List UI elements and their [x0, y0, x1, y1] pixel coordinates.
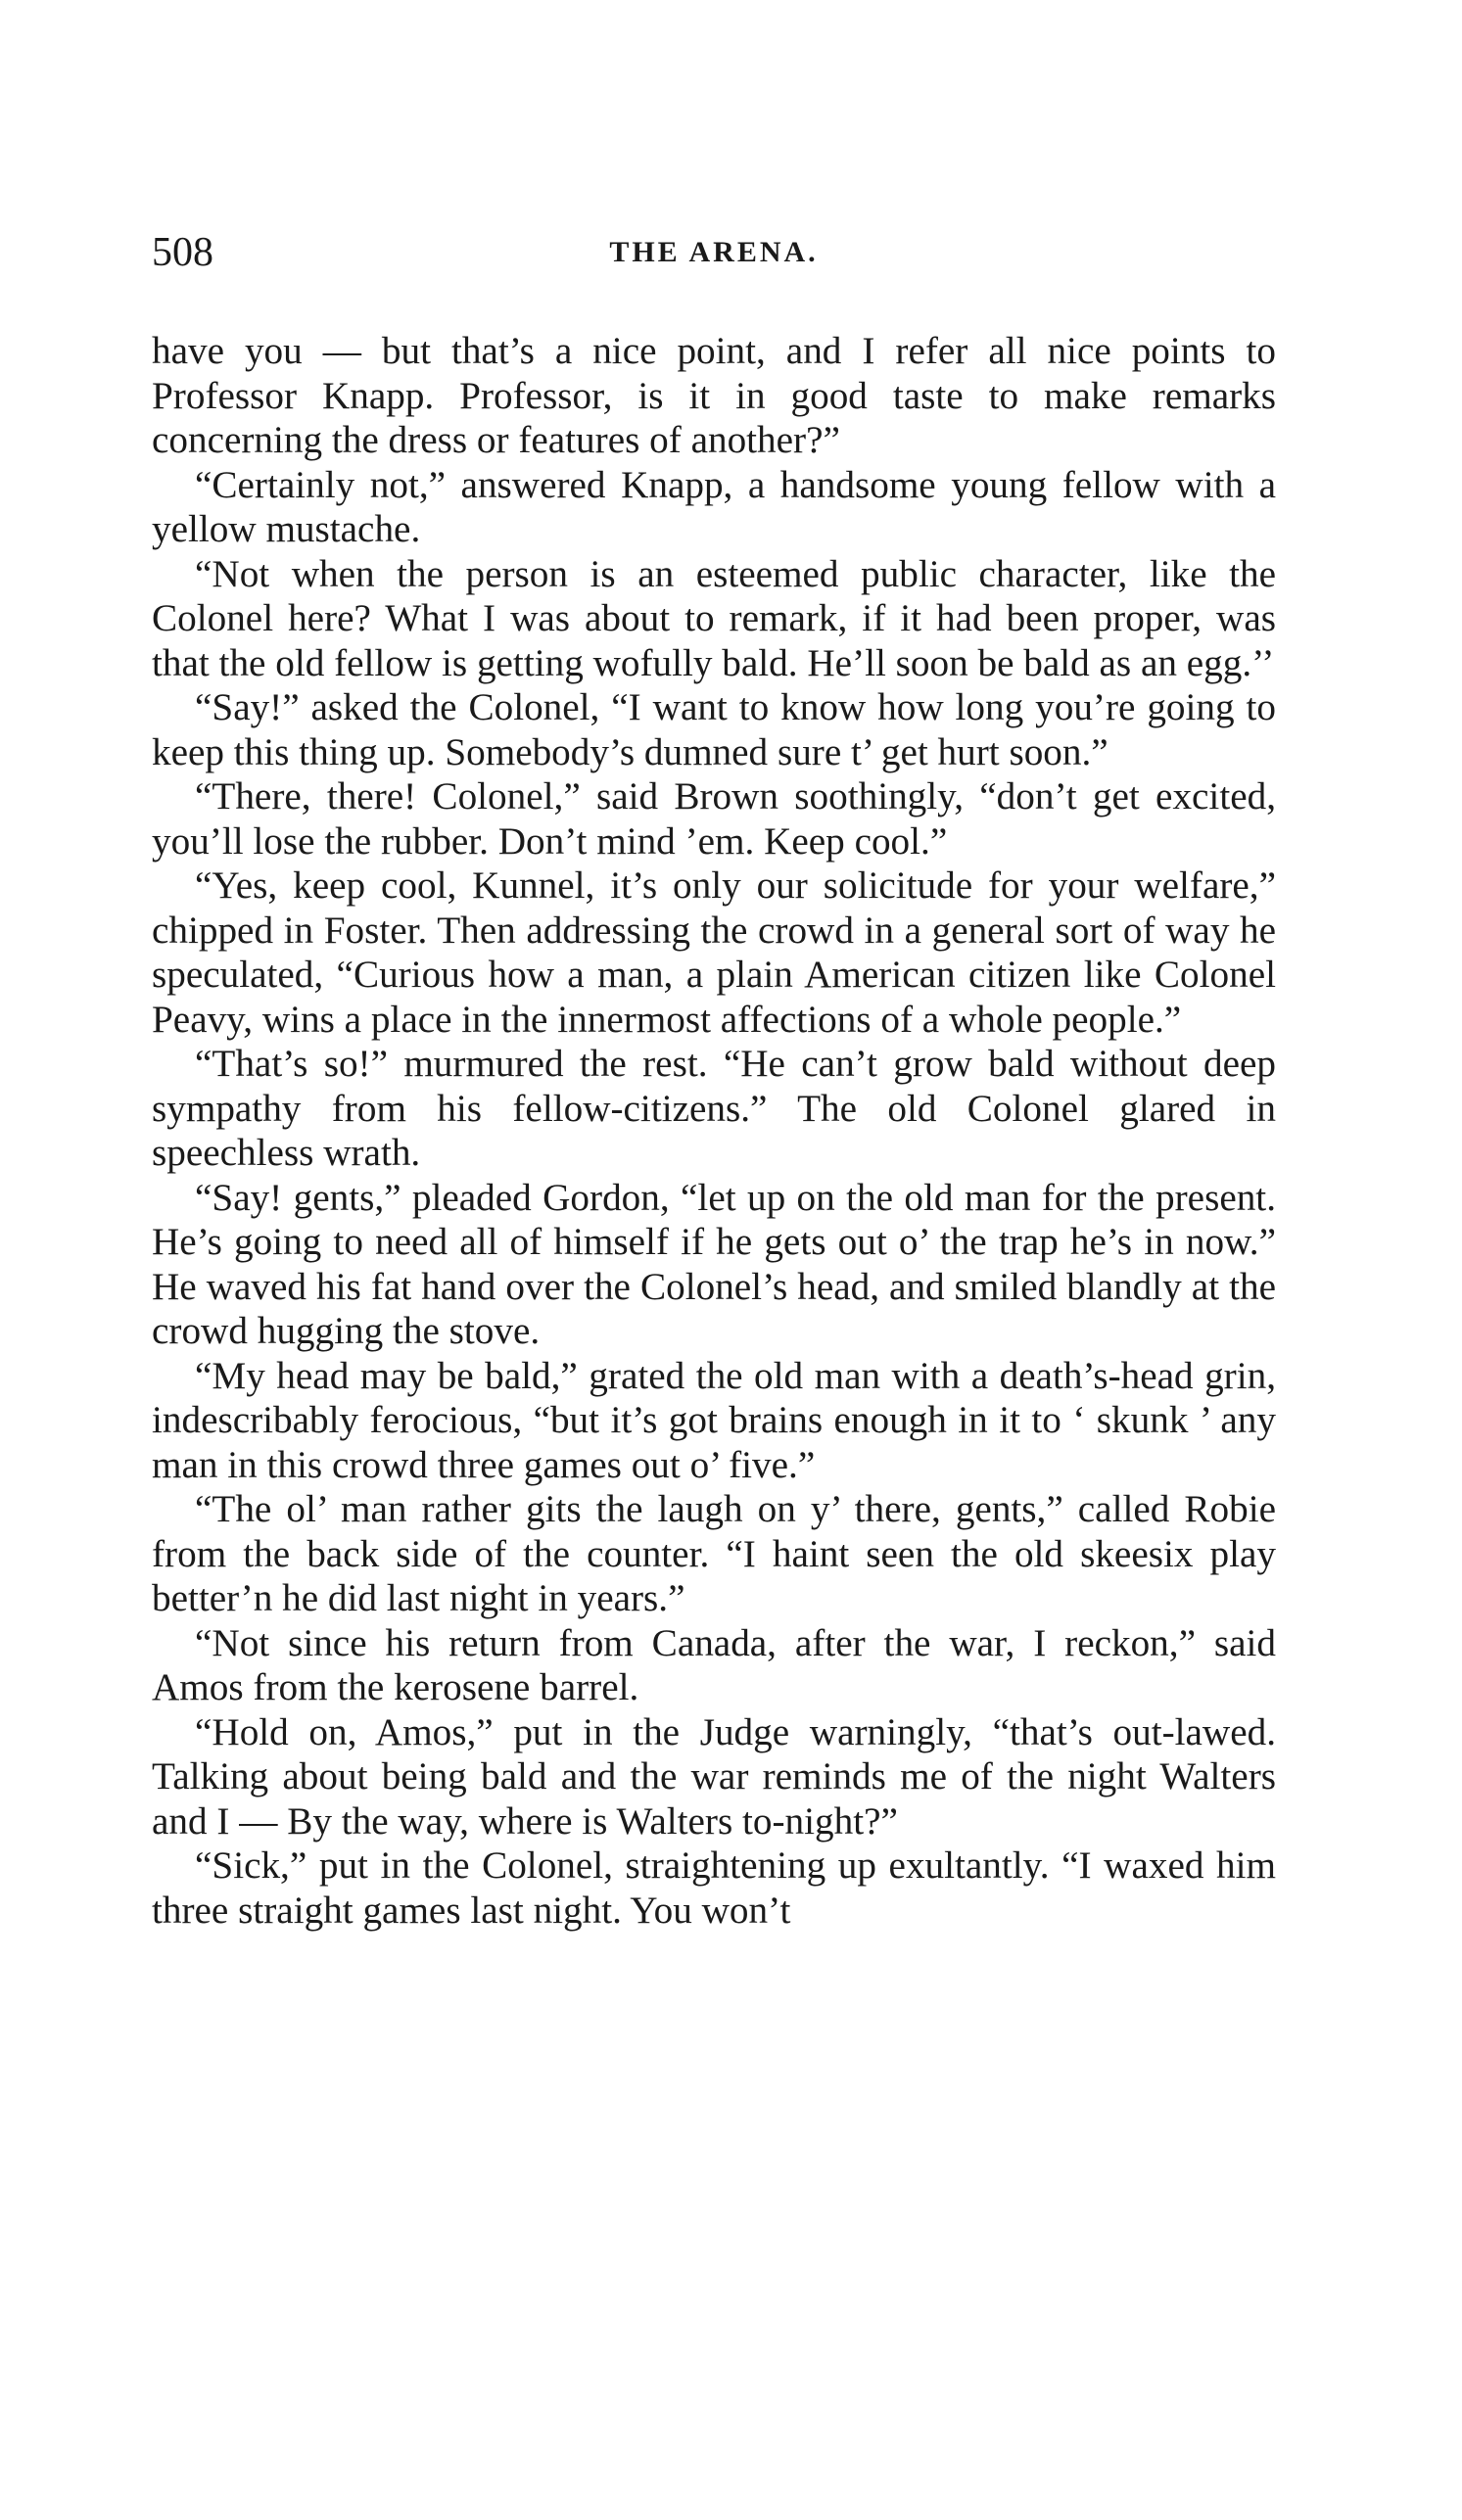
running-head: THE ARENA.	[609, 236, 819, 268]
paragraph: “There, there! Colonel,” said Brown soothingly, “don’t get excited, you’ll lose the rubber. Don’t mind ’em. Keep cool.”	[152, 775, 1276, 863]
page-header	[152, 223, 1276, 282]
paragraph: “That’s so!” murmured the rest. “He can’t grow bald without deep sympathy from his fellow-citizens.” The old Colonel glared in speechless wrath.	[152, 1043, 1276, 1174]
paragraph: “Say! gents,” pleaded Gordon, “let up on the old man for the present. He’s going to need all of himself if he gets out o’ the trap he’s in now.” He waved his fat hand over the Colonel’s head, and smiled blandly at the crowd hugging the stove.	[152, 1176, 1276, 1352]
paragraph: have you — but that’s a nice point, and I refer all nice points to Professor Knapp. Professor, is it in good taste to make remarks concerning the dress or features of another?”	[152, 330, 1276, 461]
paragraph: “My head may be bald,” grated the old man with a death’s-head grin, indescribably ferocious, “but it’s got brains enough in it to ‘ skunk ’ any man in this crowd three games out o’ five.”	[152, 1354, 1276, 1486]
paragraph: “Not when the person is an esteemed public character, like the Colonel here? What I was about to remark, if it had been proper, was that the old fellow is getting wofully bald. He’ll soon be bald as an egg.’’	[152, 552, 1276, 684]
book-page	[152, 223, 1276, 1933]
paragraph: “The ol’ man rather gits the laugh on y’ there, gents,” called Robie from the back side of the counter. “I haint seen the old skeesix play better’n he did last night in years.”	[152, 1488, 1276, 1619]
page-number: 508	[152, 230, 213, 275]
paragraph: “Yes, keep cool, Kunnel, it’s only our solicitude for your welfare,” chipped in Foster. Then addressing the crowd in a general sort of way he speculated, “Curious how a man, a plain American citizen like Colonel Peavy, wins a place in the innermost affections of a whole people.”	[152, 864, 1276, 1041]
paragraph: “Sick,” put in the Colonel, straightening up exultantly. “I waxed him three straight games last night. You won’t	[152, 1844, 1276, 1932]
paragraph: “Certainly not,” answered Knapp, a handsome young fellow with a yellow mustache.	[152, 463, 1276, 550]
body-text	[152, 329, 1276, 1933]
paragraph: “Not since his return from Canada, after the war, I reckon,” said Amos from the kerosene barrel.	[152, 1621, 1276, 1708]
paragraph: “Say!” asked the Colonel, “I want to know how long you’re going to keep this thing up. Somebody’s dumned sure t’ get hurt soon.”	[152, 686, 1276, 773]
paragraph: “Hold on, Amos,” put in the Judge warningly, “that’s out-lawed. Talking about being bald and the war reminds me of the night Walters and I — By the way, where is Walters to-night?”	[152, 1710, 1276, 1843]
